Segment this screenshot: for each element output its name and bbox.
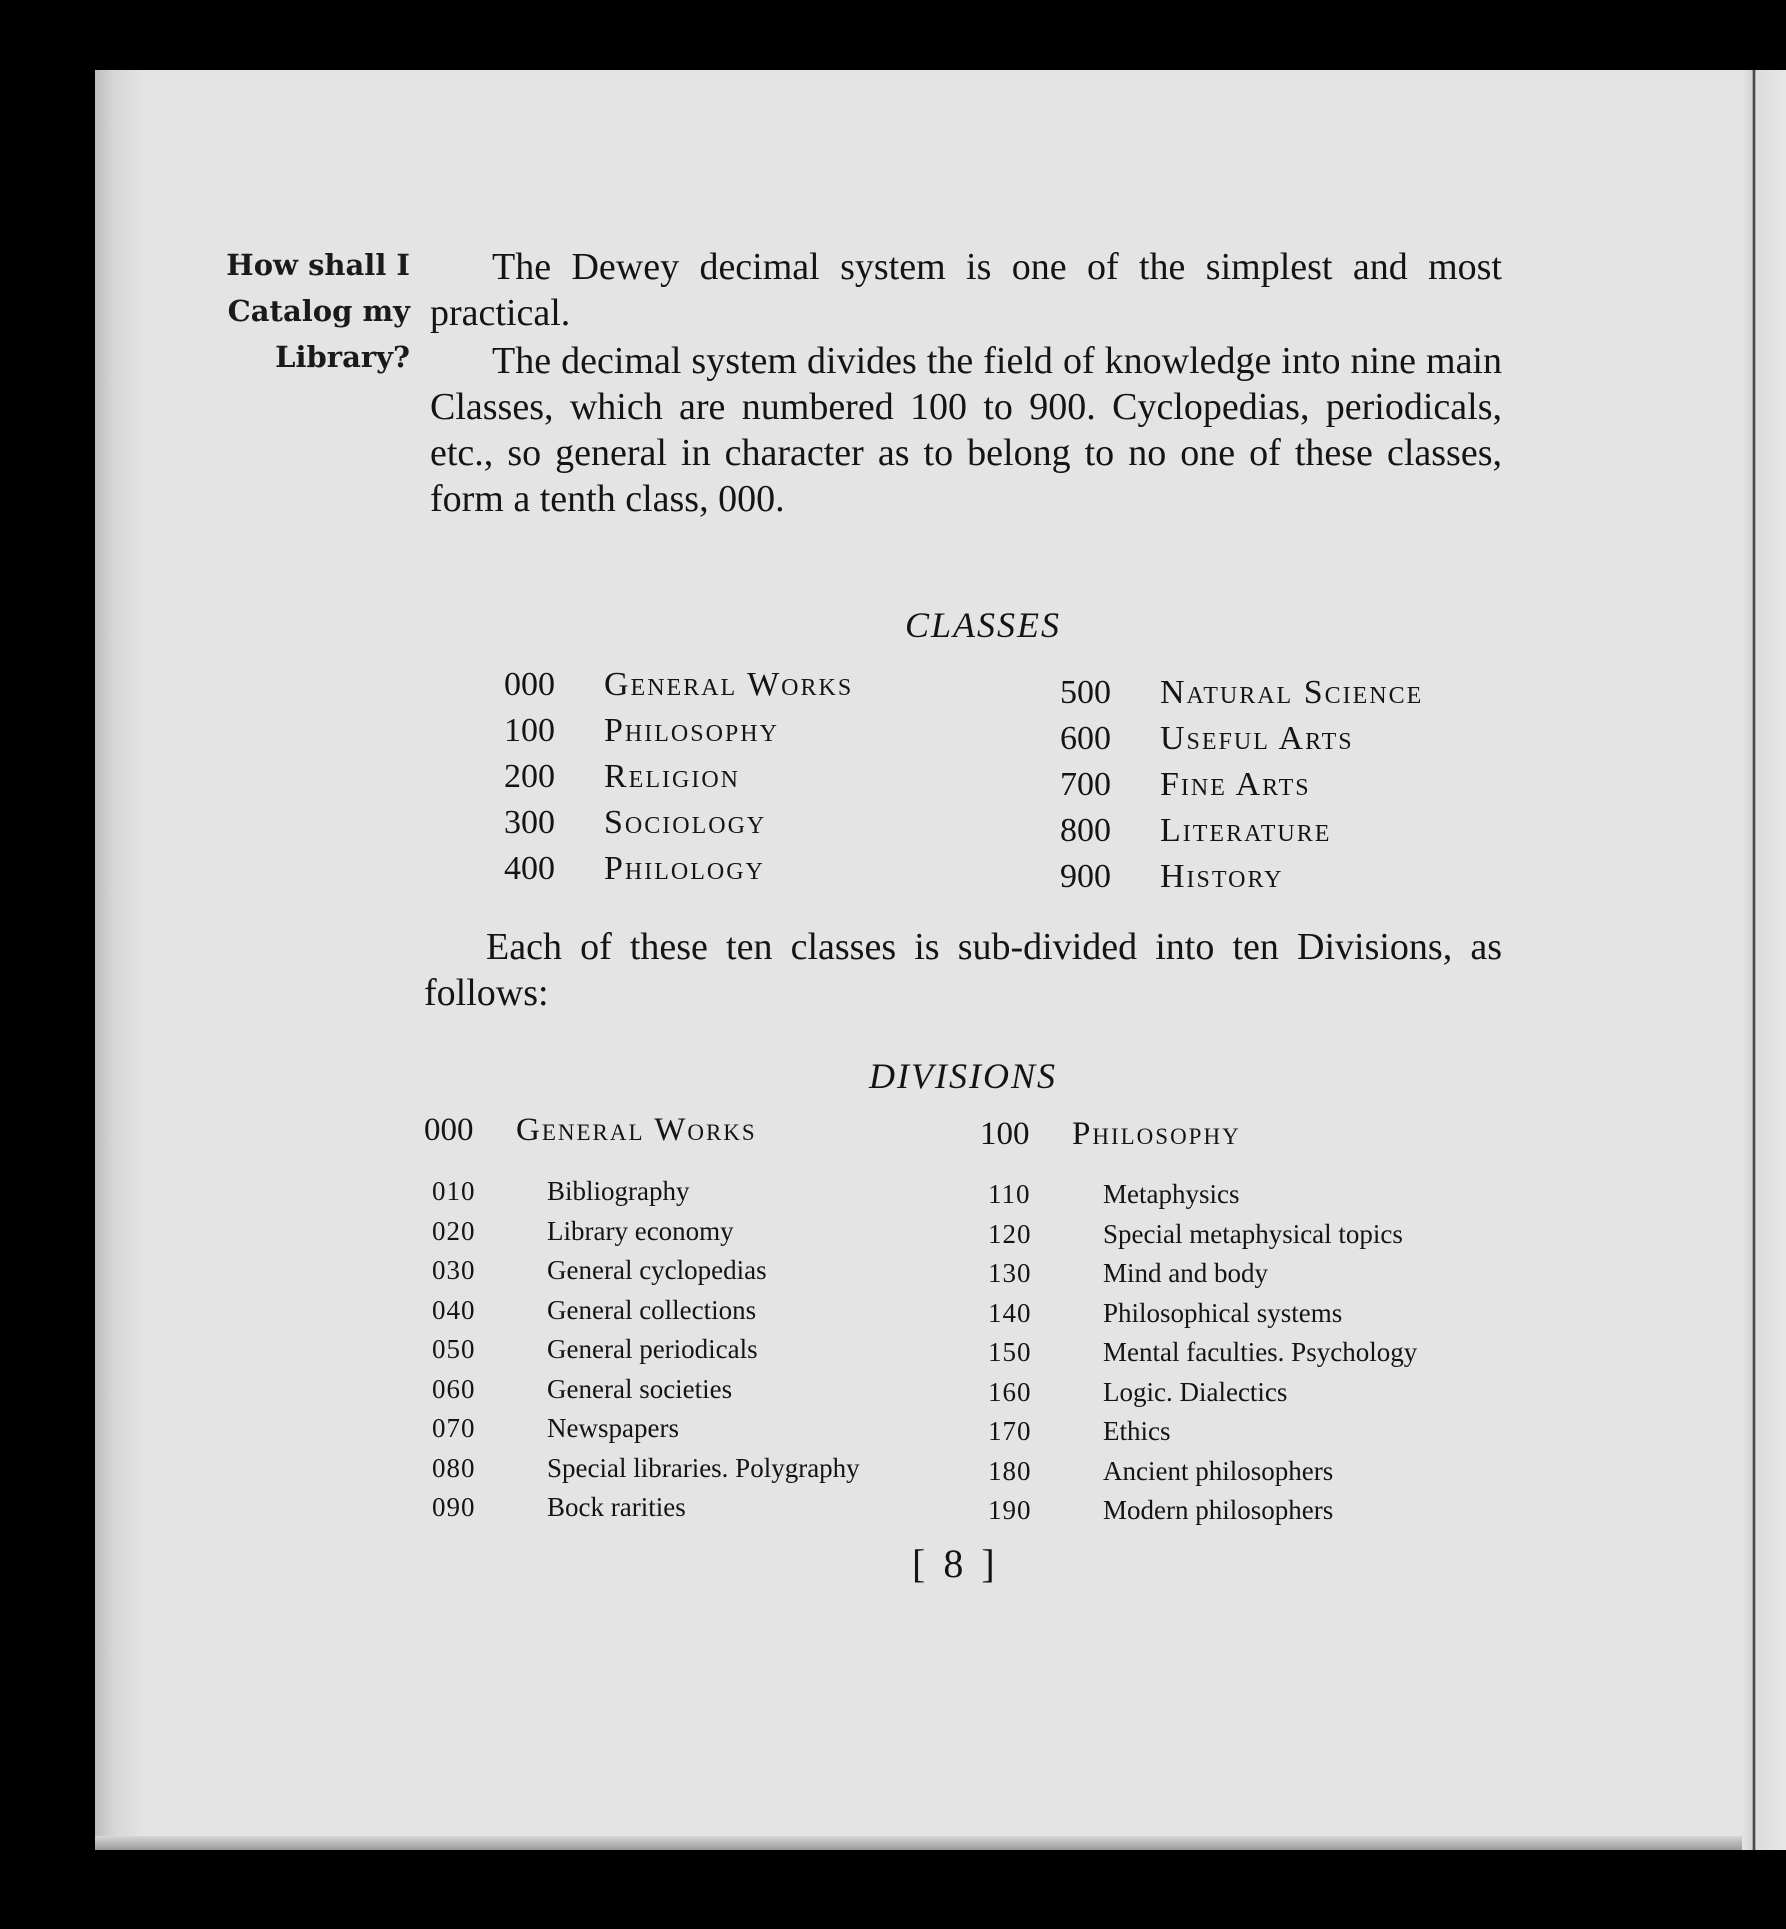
division-name: Special metaphysical topics [1103,1218,1403,1249]
division-name: General societies [547,1373,733,1404]
class-row [1060,716,1354,762]
division-row [988,1294,1342,1334]
class-number: 000 [504,666,555,703]
division-name: Library economy [547,1215,734,1246]
division-number: 040 [432,1294,476,1325]
side-heading-line: Library? [275,340,410,374]
division-row [988,1175,1239,1215]
class-number: 100 [504,712,555,749]
division-number: 080 [432,1452,476,1483]
division-row [432,1409,679,1449]
division-row [988,1491,1333,1531]
side-heading-line: Catalog my [227,294,410,328]
division-row [432,1330,758,1370]
division-name: Bock rarities [547,1492,686,1522]
class-number: 700 [1060,766,1111,803]
division-number: 070 [432,1413,476,1443]
division-name: Metaphysics [1103,1179,1240,1209]
class-row [504,800,766,846]
class-name: Literature [1160,812,1332,849]
division-number: 010 [432,1176,476,1206]
class-number: 500 [1060,674,1111,711]
facing-page-edge [1742,70,1786,1850]
class-number: 200 [504,758,555,795]
class-number: 300 [504,804,555,841]
class-row [1060,762,1311,808]
division-number: 180 [988,1455,1032,1486]
class-name: Religion [604,758,740,795]
division-row [988,1373,1287,1413]
class-row [504,662,853,708]
division-heading-number: 100 [980,1116,1030,1152]
division-number: 110 [988,1179,1031,1209]
divisions-title: DIVISIONS [869,1056,1057,1096]
class-number: 900 [1060,858,1111,895]
paragraph-divisions-intro: Each of these ten classes is sub-divided into ten Divisions, as follows: [424,926,1502,1014]
division-row [988,1254,1268,1294]
division-number: 130 [988,1258,1032,1288]
class-name: Useful Arts [1160,720,1354,757]
division-name: Mental faculties. Psychology [1103,1337,1418,1367]
division-name: General collections [547,1294,757,1325]
division-number: 170 [988,1416,1032,1446]
division-heading-number: 000 [424,1112,474,1148]
division-name: General cyclopedias [547,1255,767,1285]
division-number: 030 [432,1255,476,1285]
division-number: 150 [988,1337,1032,1367]
division-name: Newspapers [547,1413,679,1443]
class-row [504,846,765,892]
division-number: 190 [988,1495,1032,1525]
class-number: 800 [1060,812,1111,849]
class-row [504,754,740,800]
class-name: General Works [604,666,854,703]
division-number: 140 [988,1297,1032,1328]
division-row [988,1452,1333,1492]
class-name: Fine Arts [1160,766,1311,803]
division-number: 120 [988,1218,1032,1249]
side-heading [160,242,410,380]
page-binding-edge [95,70,145,1850]
division-number: 060 [432,1373,476,1404]
division-name: Mind and body [1103,1258,1268,1288]
division-name: Ethics [1103,1416,1171,1446]
class-name: History [1160,858,1284,895]
division-number: 050 [432,1334,476,1364]
side-heading-line: How shall I [226,248,410,282]
paragraph-intro: The Dewey decimal system is one of the simplest and most practical. [430,246,1502,334]
class-row [1060,670,1423,716]
paragraph-classes-explanation: The decimal system divides the field of knowledge into nine main Classes, which are numbered 100 to 900. Cyclopedias, periodicals, etc., so general in character as to belong to no one of these classes, form a tenth class, 000. [430,340,1502,520]
division-name: Philosophical systems [1103,1297,1343,1328]
classes-title: CLASSES [904,605,1061,645]
division-number: 020 [432,1215,476,1246]
division-row [988,1215,1403,1255]
division-row [432,1449,860,1489]
division-name: Special libraries. Polygraphy [547,1452,860,1483]
division-row [432,1212,734,1252]
page-number: [ 8 ] [912,1541,999,1586]
division-row [432,1370,732,1410]
division-number: 160 [988,1376,1032,1407]
class-name: Sociology [604,804,767,841]
division-number: 090 [432,1492,476,1522]
class-number: 600 [1060,720,1111,757]
division-column-heading [424,1112,757,1149]
division-name: Bibliography [547,1176,690,1206]
division-row [988,1333,1417,1373]
division-row [432,1251,767,1291]
division-heading-name: Philosophy [1072,1116,1241,1152]
class-number: 400 [504,850,555,887]
division-column-heading [980,1116,1241,1153]
division-row [432,1291,756,1331]
class-name: Philosophy [604,712,779,749]
class-row [1060,854,1283,900]
division-name: Logic. Dialectics [1103,1376,1288,1407]
division-heading-name: General Works [516,1112,757,1148]
division-name: Ancient philosophers [1103,1455,1334,1486]
class-name: Philology [604,850,765,887]
class-name: Natural Science [1160,674,1424,711]
class-row [1060,808,1331,854]
division-name: Modern philosophers [1103,1495,1334,1525]
division-name: General periodicals [547,1334,758,1364]
division-row [988,1412,1171,1452]
division-row [432,1488,686,1528]
class-row [504,708,779,754]
page-bottom-edge [95,1836,1765,1850]
division-row [432,1172,690,1212]
